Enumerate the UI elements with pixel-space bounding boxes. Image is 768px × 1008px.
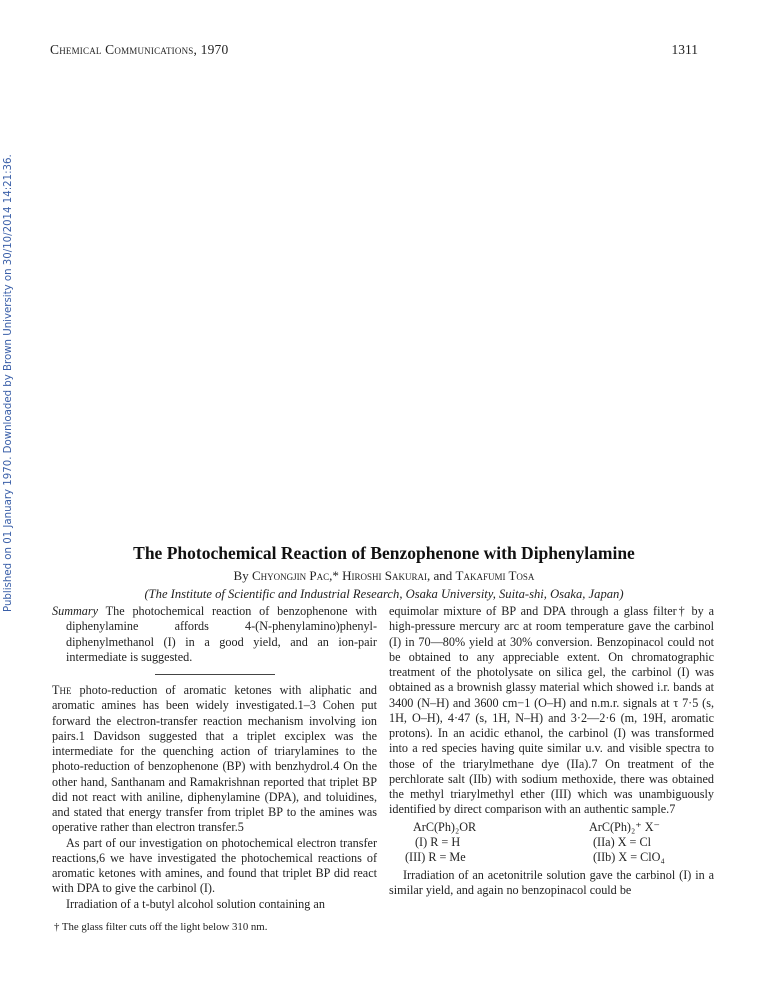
article-title: The Photochemical Reaction of Benzophenone with Diphenylamine [133,543,635,563]
running-header-journal: Chemical Communications, 1970 [50,42,229,57]
body-paragraph-2: As part of our investigation on photochemical electron transfer reactions,6 we have investigated the photochemical reactions of aromatic ketones with amines, and found that triplet BP did react with DPA to give the carbinol (I). [52,835,377,896]
author-2: Hiroshi Sakurai, [342,568,431,583]
summary-label: Summary [52,604,99,618]
summary-paragraph [52,604,377,665]
drop-lead-word: The [52,683,72,697]
corresponding-mark: * [332,568,339,583]
formula-right-3: (IIb) X = ClO₄ [593,849,665,864]
body-paragraph-4: equimolar mixture of BP and DPA through a glass filter† by a high-pressure mercury arc at room temperature gave the carbinol (I) in 70—80% yield at 30% conversion. Benzopinacol could not be obtained to any appreciable extent. On chromatographic treatment of the photolysate on silica gel, the carbinol (I) was obtained as a brownish glassy material which showed i.r. bands at 3400 (N–H) and 3600 cm−1 (O–H) and n.m.r. signals at τ 7·5 (s, 1H, O–H), 4·47 (s, 1H, N–H) and 3·2—2·6 (m, 19H, aromatic protons). In an acidic ethanol, the carbinol (I) was transformed into a red species having quite similar u.v. and visible spectra to those of the triarylmethane dye (IIa).7 On treatment of the perchlorate salt (IIb) with sodium methoxide, there was obtained the methyl triarylmethyl ether (III) which was unambiguously identified by direct comparison with an authentic sample.7 [389,604,714,817]
download-watermark[interactable]: Published on 01 January 1970. Downloaded by Brown University on 30/10/2014 14:21:36. [3,154,14,612]
formula-right-2: (IIa) X = Cl [593,834,651,849]
body-paragraph-1 [52,683,377,836]
left-column [52,604,377,935]
formula-left-2: (I) R = H [415,834,461,849]
body-paragraph-1-text: photo-reduction of aromatic ketones with aliphatic and aromatic amines has been widely investigated.1–3 Cohen put forward the electron-transfer reaction mechanism involving ion pairs.1 Davidson suggested that a triplet exciplex was the intermediate for the quenching action of triarylamines to the photo-reduction of benzophenone (BP) with benzhydrol.4 On the other hand, Santhanam and Ramakrishnan reported that triplet BP did not react with aniline, diphenylamine (DPA), and toluidines, and stated that energy transfer from triplet BP to the amines was operative rather than electron transfer.5 [52,683,378,835]
author-3: Takafumi Tosa [455,568,535,583]
authors-prefix: By [233,568,252,583]
authors-and: and [430,568,456,583]
right-column [389,604,714,899]
page-number: 1311 [671,42,698,57]
author-line [0,568,768,584]
summary-text: The photochemical reaction of benzophenone with diphenylamine affords 4-(N-phenylamino)phenyl-diphenylmethanol (I) in a good yield, and an ion-pair intermediate is suggested. [66,604,377,664]
formula-left-3: (III) R = Me [405,849,466,864]
body-paragraph-5: Irradiation of an acetonitrile solution gave the carbinol (I) in a similar yield, and again no benzopinacol could be [389,868,714,898]
formula-block [389,820,714,866]
affiliation: (The Institute of Scientific and Industrial Research, Osaka University, Suita-shi, Osaka, Japan) [144,587,624,601]
formula-right-1: ArC(Ph)₂⁺ X⁻ [589,819,660,834]
author-1: Chyongjin Pac, [251,568,333,583]
formula-left-1: ArC(Ph)₂OR [413,819,477,834]
section-divider [155,674,275,675]
body-paragraph-3: Irradiation of a t-butyl alcohol solution containing an [66,896,325,911]
footnote: † The glass filter cuts off the light below 310 nm. [54,920,268,933]
